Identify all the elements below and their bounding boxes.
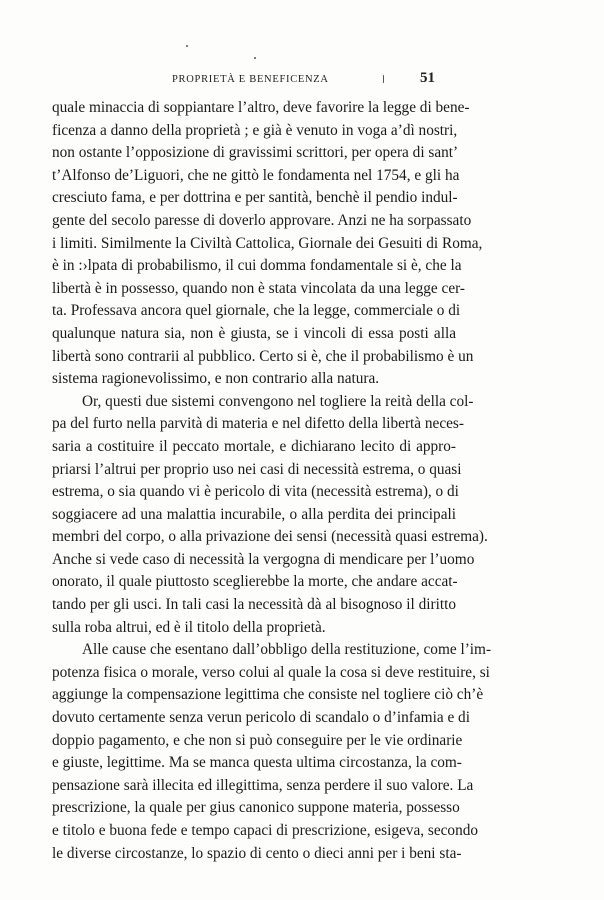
- text-line: Alle cause che esentano dall’obbligo della restituzione, come l’im-: [82, 641, 492, 659]
- ink-speck: [186, 45, 188, 47]
- text-line: pensazione sarà illecita ed illegittima, senza perdere il suo valore. La: [52, 776, 474, 794]
- text-line: dovuto certamente senza verun pericolo di scandalo o d’infamia e di: [52, 709, 470, 727]
- text-line: tando per gli usci. In tali casi la necessità dà al bisognoso il diritto: [52, 596, 456, 614]
- body-text: [52, 97, 492, 865]
- text-line: è in :›lpata di probabilismo, il cui domma fondamentale si è, che la: [52, 257, 462, 275]
- paragraph-1: [52, 97, 483, 391]
- text-line: doppio pagamento, e che non si può conseguire per le vie ordinarie: [52, 731, 463, 749]
- text-line: pa del furto nella parvità di materia e nel difetto della libertà neces-: [52, 415, 464, 433]
- text-line: cresciuto fama, e per dottrina e per santità, benchè il pendio indul-: [52, 189, 458, 207]
- text-line: sulla roba altrui, ed è il titolo della proprietà.: [52, 618, 326, 636]
- text-line: e titolo e buona fede e tempo capaci di prescrizione, esigeva, secondo: [52, 822, 479, 839]
- ink-speck: [254, 57, 256, 59]
- text-line: aggiunge la compensazione legittima che consiste nel togliere ciò ch’è: [52, 686, 484, 704]
- text-line: onorato, il quale piuttosto sceglierebbe la morte, che andare accat-: [52, 573, 458, 591]
- text-line: quale minaccia di soppiantare l’altro, deve favorire la legge di bene-: [52, 99, 470, 116]
- text-line: e giuste, legittime. Ma se manca questa ultima circostanza, la com-: [52, 754, 462, 772]
- text-line: prescrizione, la quale per gius canonico suppone materia, possesso: [52, 799, 460, 817]
- running-head-title: PROPRIETÀ E BENEFICENZA: [172, 74, 329, 85]
- text-line: non ostante l’opposizione di gravissimi scrittori, per opera di sant’: [52, 144, 459, 162]
- text-line: i limiti. Similmente la Civiltà Cattolica, Giornale dei Gesuiti di Roma,: [52, 234, 483, 252]
- page-number: 51: [420, 70, 435, 86]
- text-line: libertà sono contrarii al pubblico. Certo si è, che il probabilismo è un: [52, 347, 474, 365]
- text-line: soggiacere ad una malattia incurabile, o alla perdita dei principali: [52, 505, 456, 523]
- text-line: le diverse circostanze, lo spazio di cento o dieci anni per i beni sta-: [52, 844, 462, 862]
- text-line: ficenza a danno della proprietà ; e già è venuto in voga a’dì nostri,: [52, 121, 458, 139]
- paragraph-2: [52, 391, 488, 640]
- text-line: t’Alfonso de’Liguori, che ne gittò le fondamenta nel 1754, e gli ha: [52, 166, 460, 184]
- text-line: membri del corpo, o alla privazione dei sensi (necessità quasi estrema).: [52, 528, 488, 546]
- text-line: estrema, o sia quando vi è pericolo di vita (necessità estrema), o di: [52, 483, 459, 501]
- running-head: [0, 72, 604, 92]
- text-line: potenza fisica o morale, verso colui al quale la cosa si deve restituire, si: [52, 663, 490, 681]
- text-line: saria a costituire il peccato mortale, e dichiarano lecito di appro-: [52, 437, 456, 455]
- text-line: Or, questi due sistemi convengono nel togliere la reità della col-: [82, 392, 474, 410]
- text-line: ta. Professava ancora quel giornale, che la legge, commerciale o di: [52, 302, 461, 320]
- text-line: gente del secolo paresse di doverlo approvare. Anzi ne ha sorpassato: [52, 211, 472, 229]
- paragraph-3: [52, 639, 492, 865]
- text-line: libertà è in possesso, quando non è stata vincolata da una legge cer-: [52, 279, 465, 297]
- text-line: qualunque natura sia, non è giusta, se i vincoli di essa posti alla: [52, 324, 456, 342]
- text-line: sistema ragionevolissimo, e non contrario alla natura.: [52, 370, 380, 388]
- text-line: priarsi l’altrui per proprio uso nei casi di necessità estrema, o quasi: [52, 460, 462, 478]
- text-line: Anche si vede caso di necessità la vergogna di mendicare per l’uomo: [52, 550, 475, 568]
